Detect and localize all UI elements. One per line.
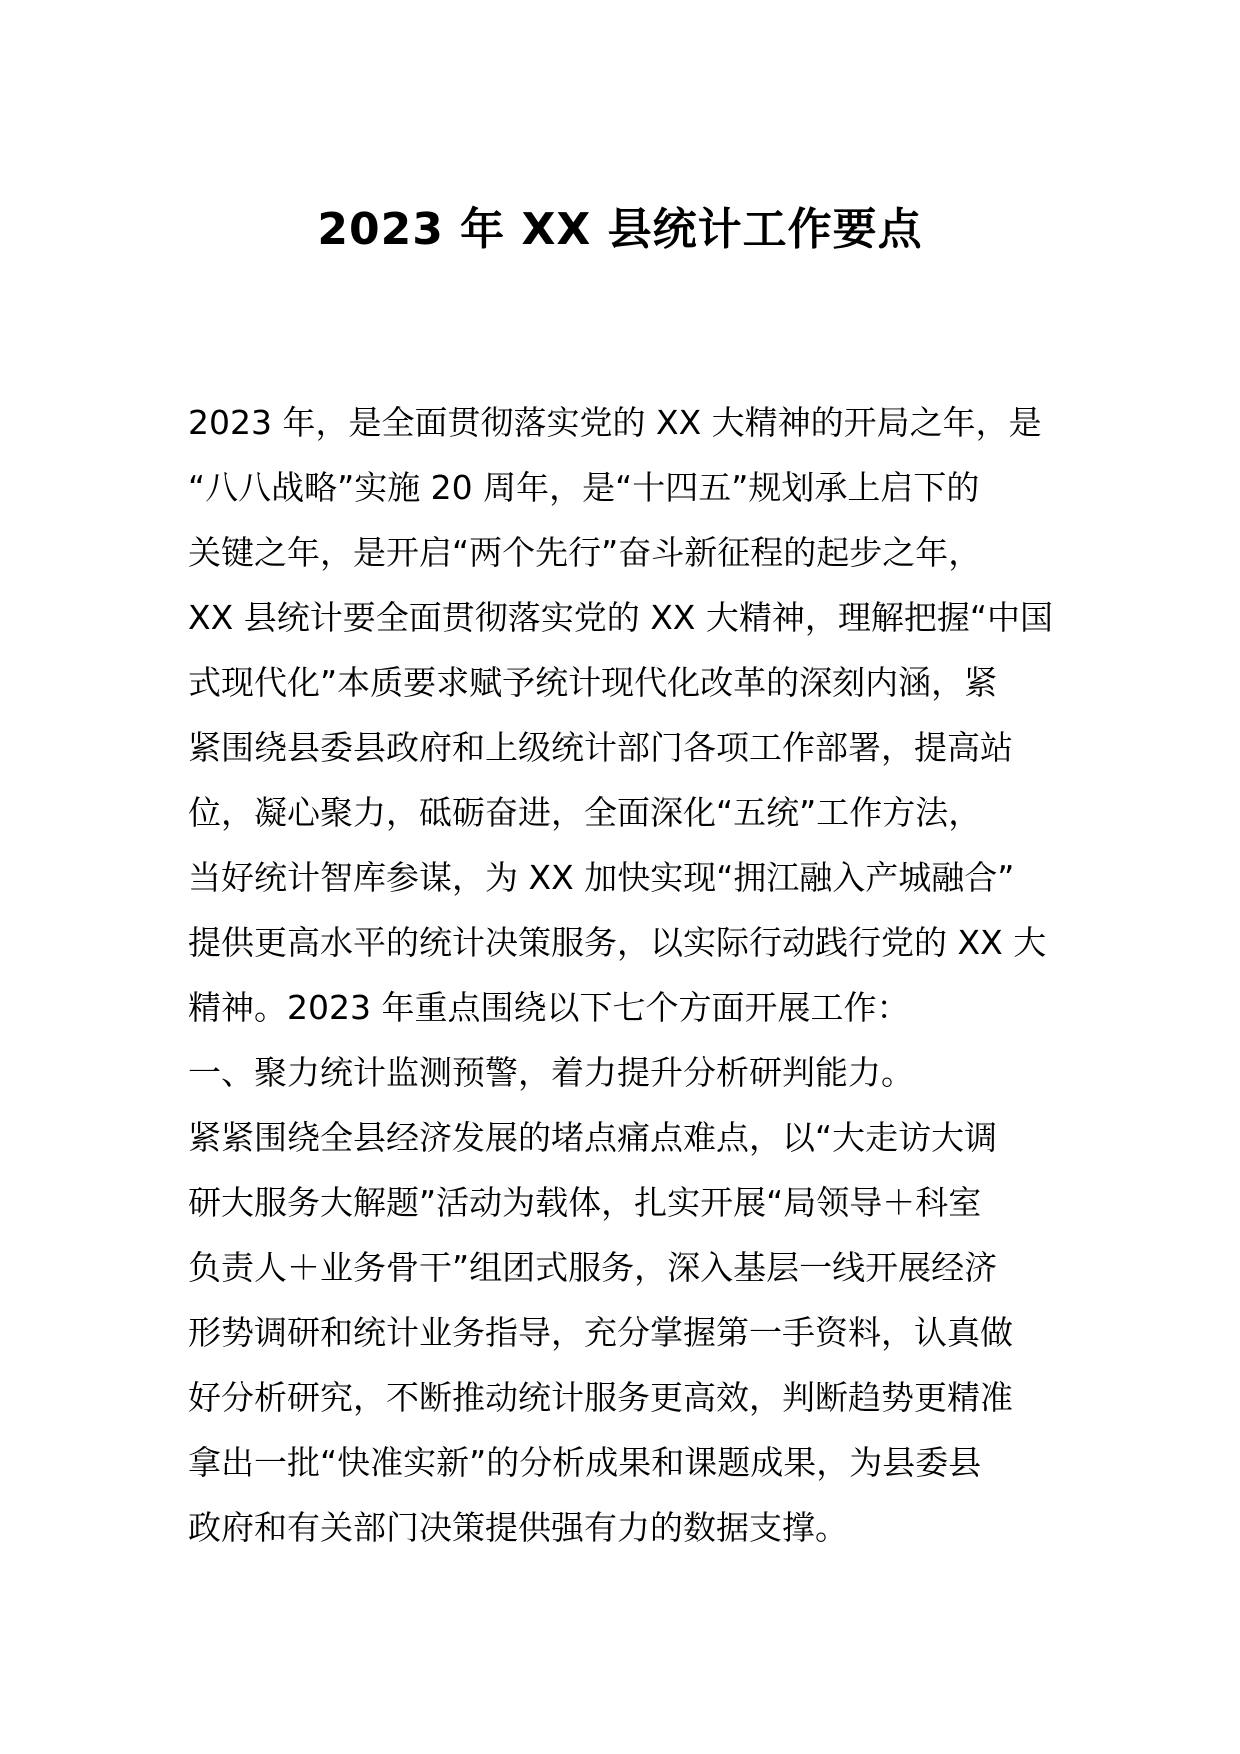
text-line: 提供更高水平的统计决策服务，以实际行动践行党的 XX 大 — [188, 923, 1047, 962]
document-title: 2023 年 XX 县统计工作要点 — [317, 204, 923, 255]
text-line: 关键之年，是开启“两个先行”奋斗新征程的起步之年， — [188, 533, 982, 572]
text-line: 政府和有关部门决策提供强有力的数据支撑。 — [188, 1508, 848, 1547]
text-line: 紧紧围绕全县经济发展的堵点痛点难点，以“大走访大调 — [188, 1118, 998, 1157]
text-line: 当好统计智库参谋，为 XX 加快实现“拥江融入产城融合” — [188, 858, 1015, 897]
document-body — [188, 390, 1068, 1560]
text-line: 形势调研和统计业务指导，充分掌握第一手资料，认真做 — [188, 1313, 1013, 1352]
text-line: 精神。2023 年重点围绕以下七个方面开展工作： — [188, 988, 910, 1027]
text-line: 式现代化”本质要求赋予统计现代化改革的深刻内涵，紧 — [188, 663, 998, 702]
text-line: “八八战略”实施 20 周年，是“十四五”规划承上启下的 — [188, 468, 980, 507]
text-line: 位，凝心聚力，砥砺奋进，全面深化“五统”工作方法， — [188, 793, 982, 832]
section-heading: 一、聚力统计监测预警，着力提升分析研判能力。 — [188, 1053, 914, 1092]
text-line: 好分析研究，不断推动统计服务更高效，判断趋势更精准 — [188, 1378, 1013, 1417]
text-line: XX 县统计要全面贯彻落实党的 XX 大精神，理解把握“中国 — [188, 598, 1053, 637]
text-line: 研大服务大解题”活动为载体，扎实开展“局领导＋科室 — [188, 1183, 982, 1222]
text-line: 负责人＋业务骨干”组团式服务，深入基层一线开展经济 — [188, 1248, 998, 1287]
text-line: 拿出一批“快准实新”的分析成果和课题成果，为县委县 — [188, 1443, 982, 1482]
text-line: 2023 年，是全面贯彻落实党的 XX 大精神的开局之年，是 — [188, 403, 1042, 442]
text-line: 紧围绕县委县政府和上级统计部门各项工作部署，提高站 — [188, 728, 1013, 767]
